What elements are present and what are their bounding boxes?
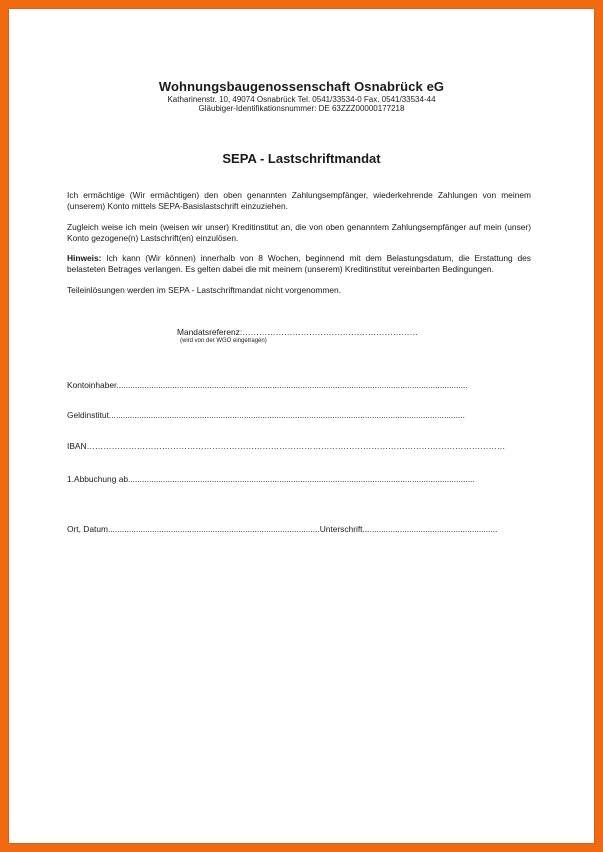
creditor-id: Gläubiger-Identifikationsnummer: DE 63ZZZ00000177218 [198,104,405,114]
paragraph-authorization: Ich ermächtige (Wir ermächtigen) den oben genannten Zahlungsempfänger, wiederkehrende Zahlungen von meinem (unserem) Konto mittels SEPA-Basislastschrift einzuziehen. [67,190,531,211]
paragraph-bank-instruction: Zugleich weise ich mein (weisen wir unser) Kreditinstitut an, die von oben genanntem Zahlungsempfänger auf mein (unser) Konto gezogene(n) Lastschrift(en) einzulösen. [67,222,531,243]
document-title: SEPA - Lastschriftmandat [222,151,381,166]
document-page [9,9,594,843]
mandate-reference-field[interactable]: Mandatsreferenz:……………………………………………………… [177,327,419,337]
organization-address: Katharinenstr. 10, 49074 Osnabrück Tel. 0541/33534-0 Fax. 0541/33534-44 [167,94,436,104]
first-debit-field[interactable]: 1.Abbuchung ab..................................................................................................................................................... [67,474,475,484]
place-date-signature-field[interactable]: Ort, Datum...........................................................................................Unterschrift.......................................................... [67,524,498,534]
paragraph-notice [67,253,531,275]
organization-name: Wohnungsbaugenossenschaft Osnabrück eG [158,79,445,94]
account-holder-field[interactable]: Kontoinhaber....................................................................................................................................................... [67,380,468,390]
iban-field[interactable]: IBAN…………………………………………………………………………………………………………………………………… [67,441,506,451]
notice-text: Ich kann (Wir können) innerhalb von 8 Wochen, beginnend mit dem Belastungsdatum, die Erstattung des belasteten Betrages verlangen. Es gelten dabei die mit meinem (unserem) Kreditinstitut vereinbarten Bedingungen. [67,253,531,274]
mandate-reference-note: (wird von der WGO eingetragen) [180,338,267,344]
paragraph-partial-payments: Teileinlösungen werden im SEPA - Lastschriftmandat nicht vorgenommen. [67,285,342,295]
notice-label: Hinweis: [67,253,102,263]
bank-field[interactable]: Geldinstitut......................................................................................................................................................... [67,410,465,420]
letterhead [9,80,594,113]
